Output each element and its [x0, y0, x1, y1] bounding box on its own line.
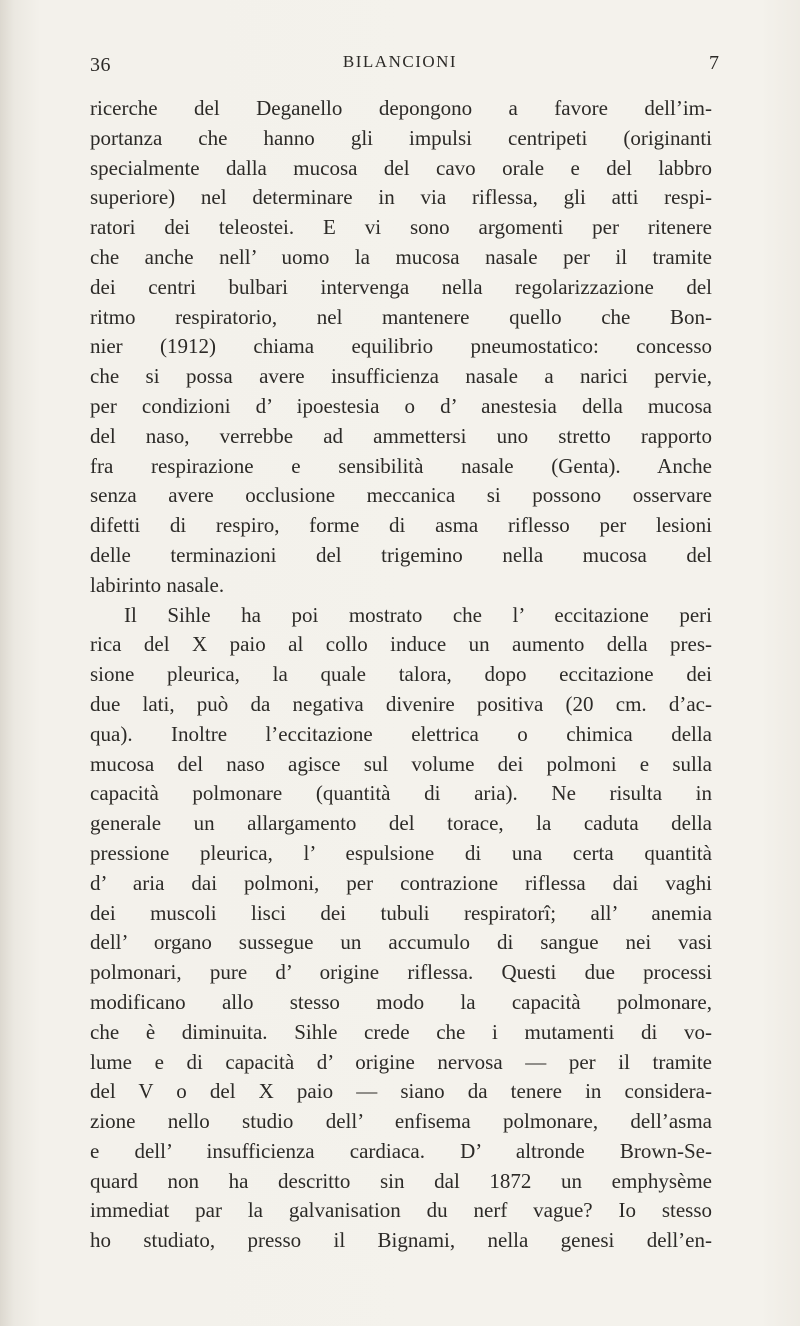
page-number: 36 [90, 54, 111, 76]
text-line: labirinto nasale. [90, 572, 225, 597]
text-line: dei centri bulbari intervenga nella regolarizzazione del [90, 274, 712, 299]
text-line: zione nello studio dell’ enfisema polmonare, dell’asma [90, 1109, 712, 1134]
text-line: mucosa del naso agisce sul volume dei polmoni e sulla [90, 751, 712, 776]
text-line: dell’ organo sussegue un accumulo di sangue nei vasi [90, 930, 712, 955]
text-line: delle terminazioni del trigemino nella mucosa del [90, 542, 712, 567]
text-line: ricerche del Deganello depongono a favore dell’im- [90, 96, 712, 120]
text-line: qua). Inoltre l’eccitazione elettrica o chimica della [90, 721, 712, 746]
text-line: difetti di respiro, forme di asma riflesso per lesioni [90, 513, 712, 538]
running-head: BILANCIONI [342, 52, 458, 71]
text-line: ho studiato, presso il Bignami, nella genesi dell’en- [90, 1228, 712, 1253]
text-line: Il Sihle ha poi mostrato che l’ eccitazione peri [124, 602, 712, 627]
text-line: senza avere occlusione meccanica si possono osservare [90, 483, 712, 508]
text-line: del naso, verrebbe ad ammettersi uno stretto rapporto [90, 423, 712, 448]
text-line: generale un allargamento del torace, la caduta della [90, 811, 712, 836]
text-line: due lati, può da negativa divenire positiva (20 cm. d’ac- [90, 691, 712, 716]
text-line: pressione pleurica, l’ espulsione di una certa quantità [90, 840, 712, 865]
text-line: che si possa avere insufficienza nasale a narici pervie, [90, 364, 712, 389]
text-line: del V o del X paio — siano da tenere in considera- [90, 1079, 712, 1104]
text-line: ratori dei teleostei. E vi sono argomenti per ritenere [90, 215, 712, 240]
text-line: e dell’ insufficienza cardiaca. D’ altronde Brown-Se- [90, 1138, 712, 1163]
text-line: che è diminuita. Sihle crede che i mutamenti di vo- [90, 1019, 712, 1044]
text-line: portanza che hanno gli impulsi centripeti (originanti [90, 125, 712, 150]
text-line: nier (1912) chiama equilibrio pneumostatico: concesso [90, 334, 712, 359]
page-header [0, 50, 800, 84]
text-line: ritmo respiratorio, nel mantenere quello che Bon- [90, 304, 712, 329]
text-line: che anche nell’ uomo la mucosa nasale per il tramite [90, 244, 712, 269]
text-line: fra respirazione e sensibilità nasale (Genta). Anche [90, 453, 712, 478]
text-line: capacità polmonare (quantità di aria). Ne risulta in [90, 781, 712, 806]
text-line: superiore) nel determinare in via riflessa, gli atti respi- [90, 185, 712, 210]
text-line: per condizioni d’ ipoestesia o d’ anestesia della mucosa [90, 393, 712, 418]
text-line: modificano allo stesso modo la capacità polmonare, [90, 989, 712, 1014]
text-line: immediat par la galvanisation du nerf vague? Io stesso [90, 1198, 712, 1223]
text-line: dei muscoli lisci dei tubuli respiratorî; all’ anemia [90, 900, 712, 925]
text-line: rica del X paio al collo induce un aumento della pres- [90, 632, 712, 657]
body-text [90, 94, 712, 1256]
text-line: sione pleurica, la quale talora, dopo eccitazione dei [90, 662, 712, 687]
text-line: specialmente dalla mucosa del cavo orale e del labbro [90, 155, 712, 180]
text-line: quard non ha descritto sin dal 1872 un emphysème [90, 1168, 712, 1193]
text-line: polmonari, pure d’ origine riflessa. Questi due processi [90, 960, 712, 985]
header-mark: 7 [709, 52, 719, 74]
text-line: lume e di capacità d’ origine nervosa — per il tramite [90, 1049, 712, 1074]
text-line: d’ aria dai polmoni, per contrazione riflessa dai vaghi [90, 870, 712, 895]
